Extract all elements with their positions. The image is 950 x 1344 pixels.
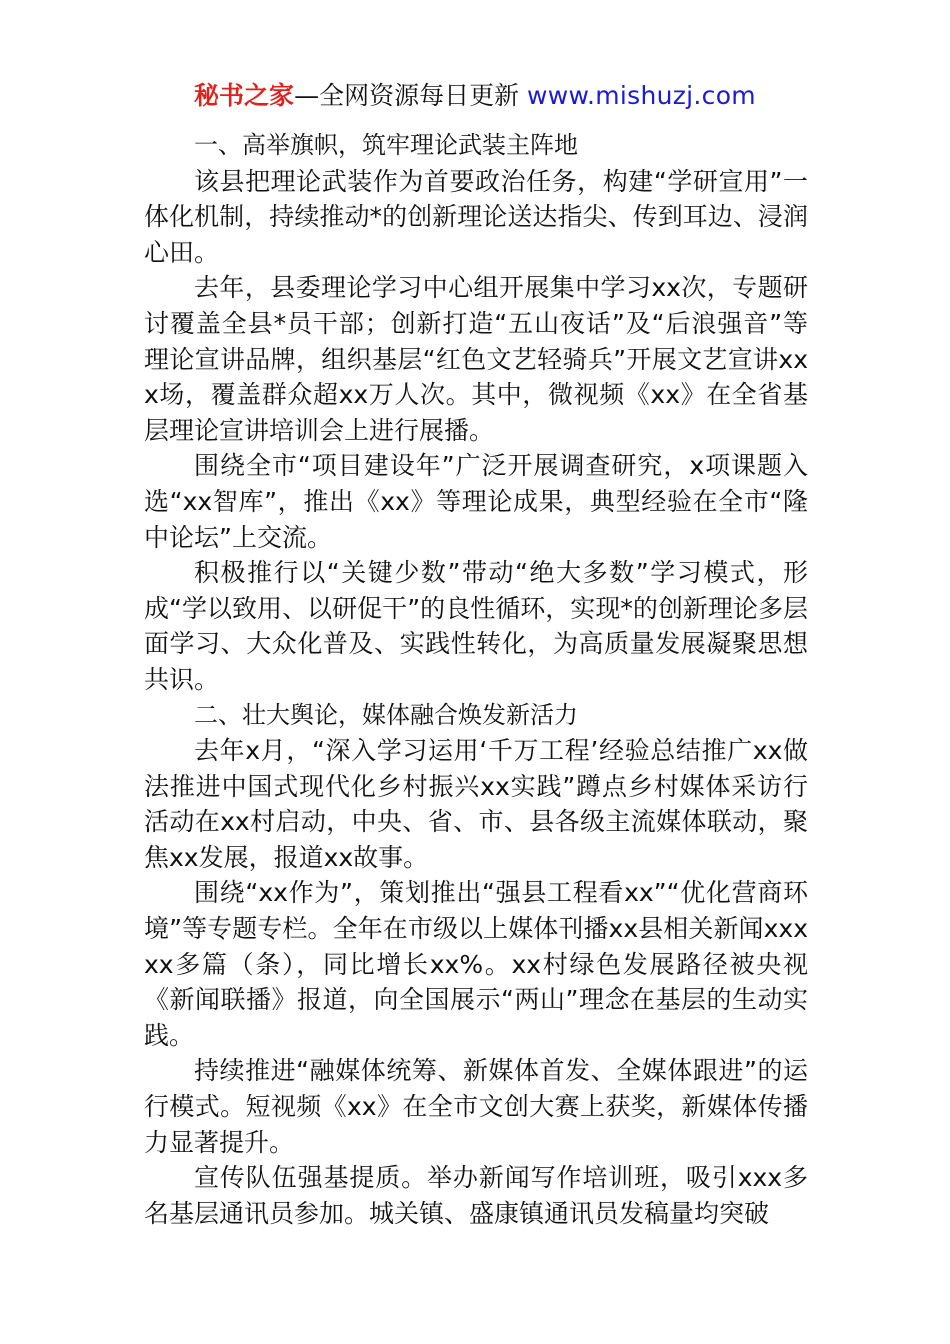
paragraph: 围绕“xx作为”，策划推出“强县工程看xx”“优化营商环境”等专题专栏。全年在市级以上媒体刊播xx县相关新闻xxxxx多篇（条），同比增长xx%。xx村绿色发展路径被央视《新闻联播》报道，向全国展示“两山”理念在基层的生动实践。 <box>144 878 808 1050</box>
paragraph: 去年x月，“深入学习运用‘千万工程’经验总结推广xx做法推进中国式现代化乡村振兴xx实践”蹲点乡村媒体采访行活动在xx村启动，中央、省、市、县各级主流媒体联动，聚焦xx发展，报道xx故事。 <box>144 736 808 872</box>
paragraph: 围绕全市“项目建设年”广泛开展调查研究，x项课题入选“xx智库”，推出《xx》等理论成果，典型经验在全市“隆中论坛”上交流。 <box>144 451 808 552</box>
paragraph: 持续推进“融媒体统筹、新媒体首发、全媒体跟进”的运行模式。短视频《xx》在全市文创大赛上获奖，新媒体传播力显著提升。 <box>144 1056 808 1157</box>
section-heading: 一、高举旗帜，筑牢理论武装主阵地 <box>194 131 578 159</box>
page-header <box>0 80 950 112</box>
paragraph: 积极推行以“关键少数”带动“绝大多数”学习模式，形成“学以致用、以研促干”的良性循环，实现*的创新理论多层面学习、大众化普及、实践性转化，为高质量发展凝聚思想共识。 <box>144 558 808 694</box>
paragraph: 该县把理论武装作为首要政治任务，构建“学研宣用”一体化机制，持续推动*的创新理论送达指尖、传到耳边、浸润心田。 <box>144 166 808 267</box>
header-tagline: —全网资源每日更新 <box>294 81 520 110</box>
document-body <box>144 128 808 1231</box>
paragraph: 去年，县委理论学习中心组开展集中学习xx次，专题研讨覆盖全县*员干部；创新打造“五山夜话”及“后浪强音”等理论宣讲品牌，组织基层“红色文艺轻骑兵”开展文艺宣讲xxx场，覆盖群众超xx万人次。其中，微视频《xx》在全省基层理论宣讲培训会上进行展播。 <box>144 273 808 445</box>
section-heading: 二、壮大舆论，媒体融合焕发新活力 <box>194 700 578 729</box>
paragraph: 宣传队伍强基提质。举办新闻写作培训班，吸引xxx多名基层通讯员参加。城关镇、盛康镇通讯员发稿量均突破 <box>144 1163 808 1228</box>
site-url-link[interactable]: www.mishuzj.com <box>527 81 756 110</box>
brand-name: 秘书之家 <box>194 81 295 110</box>
